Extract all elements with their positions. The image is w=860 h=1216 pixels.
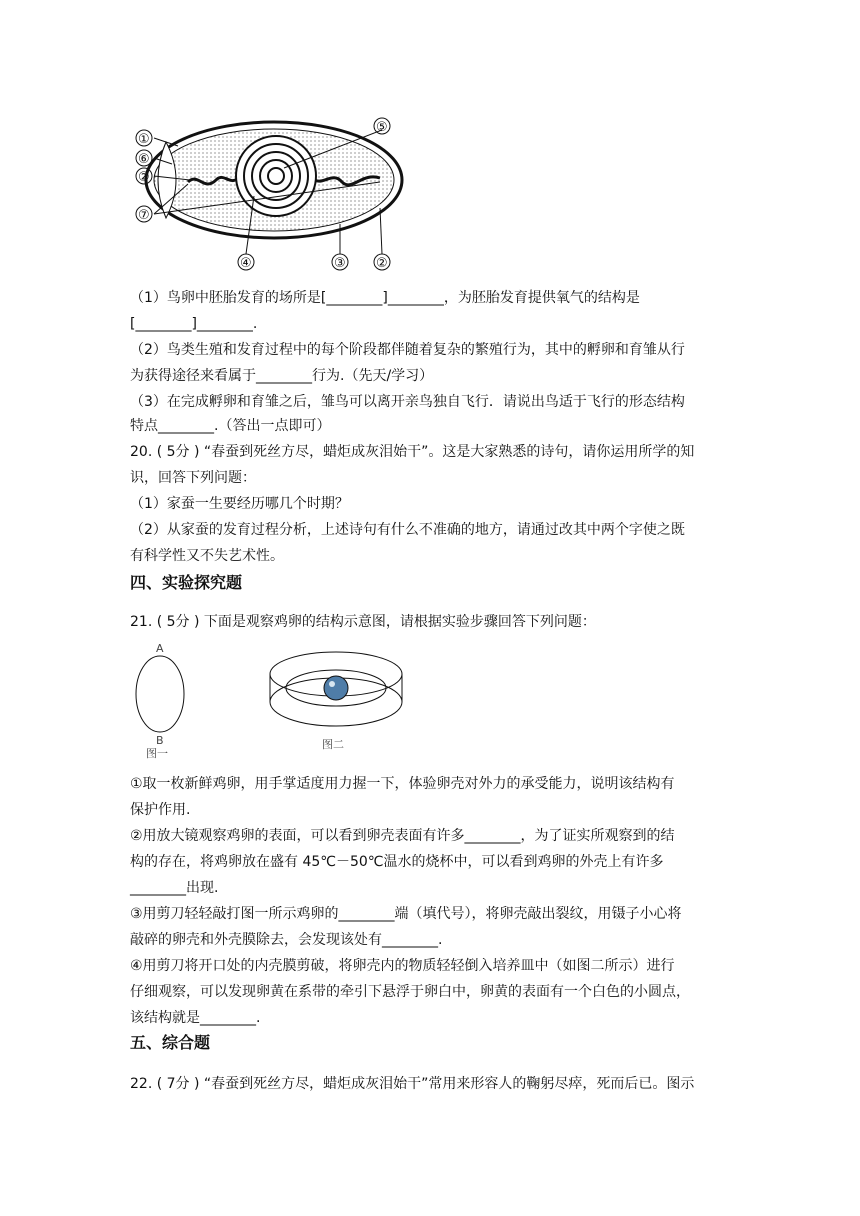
yolk-in-dish [324,676,348,700]
q20-1-line: （1）家蚕一生要经历哪几个时期？ [130,496,349,512]
step4-line-c: 该结构就是________. [130,1010,261,1026]
step3-line-b: 敲碎的卵壳和外壳膜除去，会发现该处有________. [130,932,443,948]
step2-line-c: ________出现. [130,880,219,896]
step4-line-a: ④用剪刀将开口处的内壳膜剪破，将卵壳内的物质轻轻倒入培养皿中（如图二所示）进行 [130,958,675,974]
step2-line-a: ②用放大镜观察鸡卵的表面，可以看到卵壳表面有许多________，为了证实所观察到的结 [130,828,675,844]
q20-2-line-a: （2）从家蚕的发育过程分析，上述诗句有什么不准确的地方，请通过改其中两个字使之既 [130,522,685,538]
label-6: ⑥ [138,152,150,167]
q19-2-line-a: （2）鸟类生殖和发育过程中的每个阶段都伴随着复杂的繁殖行为，其中的孵卵和育雏从行 [130,342,685,358]
q20-2-line-b: 有科学性又不失艺术性。 [130,548,284,564]
q19-2-line-b: 为获得途径来看属于________行为.（先天/学习） [130,368,434,384]
label-1: ① [138,132,150,147]
label-5: ⑤ [376,120,388,135]
label-2-right: ② [376,256,388,271]
figure-two-caption: 图二 [322,738,344,751]
q19-3-line-a: （3）在完成孵卵和育雏之后，雏鸟可以离开亲鸟独自飞行．请说出鸟适于飞行的形态结构 [130,394,685,410]
q19-3-line-b: 特点________.（答出一点即可） [130,418,331,434]
q22-line: 22. ( 7分 ) “春蚕到死丝方尽，蜡炬成灰泪始干”常用来形容人的鞠躬尽瘁，死而后已。图示 [130,1076,695,1092]
step1-line-a: ①取一枚新鲜鸡卵，用手掌适度用力握一下，体验卵壳对外力的承受能力，说明该结构有 [130,776,675,792]
label-3: ③ [334,256,346,271]
egg-structure-diagram [126,112,416,274]
step4-line-b: 仔细观察，可以发现卵黄在系带的牵引下悬浮于卵白中，卵黄的表面有一个白色的小圆点， [130,984,690,1000]
label-7: ⑦ [138,208,150,223]
section-heading-experiment: 四、实验探究题 [130,573,243,592]
step1-line-b: 保护作用. [130,802,191,818]
step2-line-b: 构的存在，将鸡卵放在盛有 45℃－50℃温水的烧杯中，可以看到鸡卵的外壳上有许多 [130,854,664,870]
step3-line-a: ③用剪刀轻轻敲打图一所示鸡卵的________端（填代号），将卵壳敲出裂纹，用镊子小心将 [130,906,682,922]
egg-yolk [236,136,316,216]
section-heading-comprehensive: 五、综合题 [130,1033,211,1052]
q20-line-a: 20. ( 5分 ) “春蚕到死丝方尽，蜡炬成灰泪始干”。这是大家熟悉的诗句，请你运用所学的知 [130,444,695,460]
whole-egg-outline [136,656,184,732]
egg-end-a-label: A [156,642,164,655]
q19-1-line-a: （1）鸟卵中胚胎发育的场所是[________]________，为胚胎发育提供氧气的结构是 [130,290,640,306]
q21-line: 21. ( 5分 ) 下面是观察鸡卵的结构示意图，请根据实验步骤回答下列问题： [130,614,596,630]
egg-experiment-diagram [126,640,416,760]
label-4: ④ [240,256,252,271]
q19-1-line-b: [________]________. [130,316,258,332]
egg-end-b-label: B [156,734,164,747]
q20-line-b: 识，回答下列问题： [130,470,256,486]
label-2-left: ② [138,170,150,185]
figure-one-caption: 图一 [146,747,168,760]
